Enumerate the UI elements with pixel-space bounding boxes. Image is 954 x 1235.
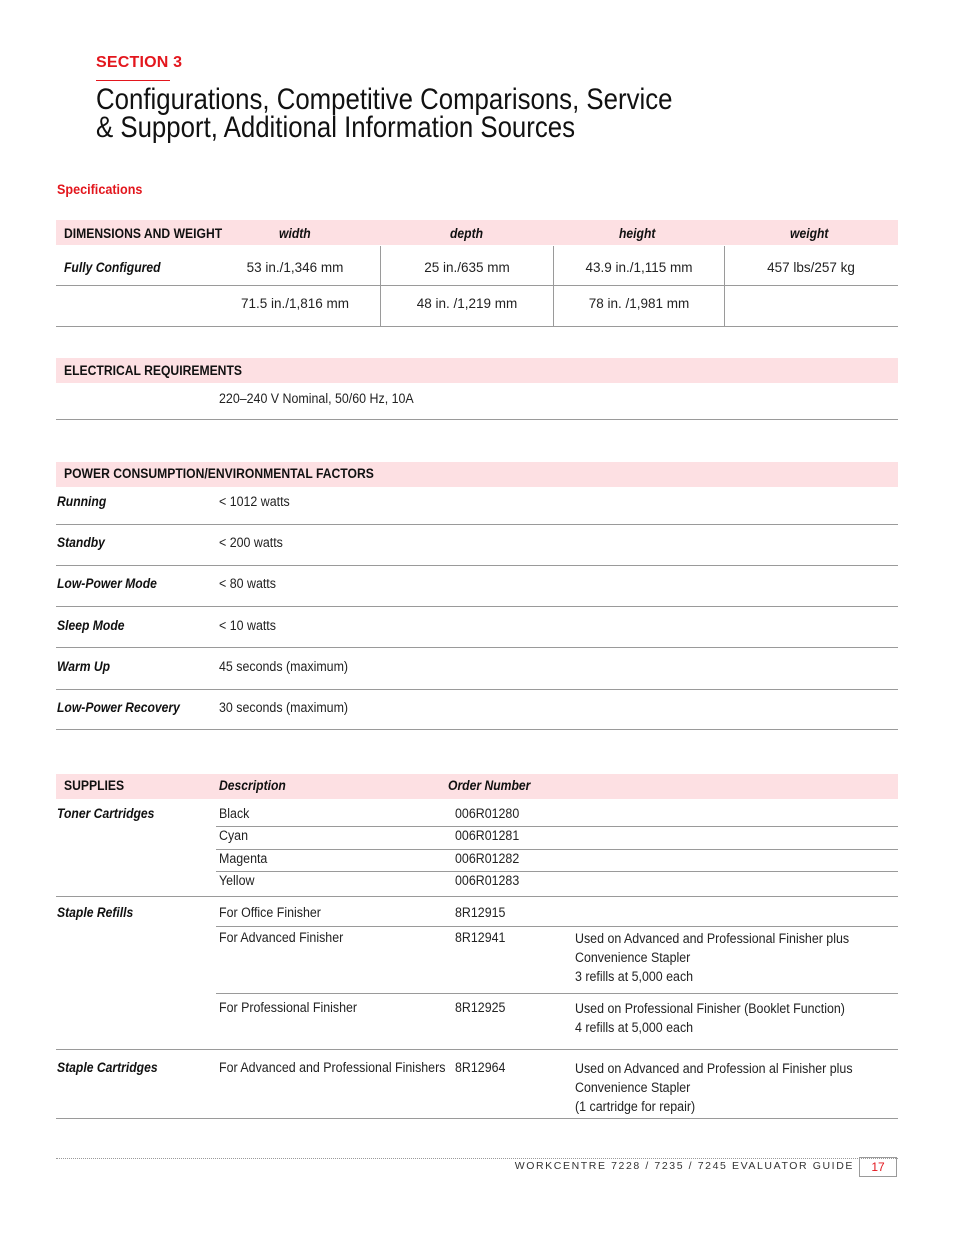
refill-order: 8R12915 bbox=[455, 905, 506, 920]
toner-desc: Magenta bbox=[219, 851, 268, 866]
footer-guide-title: WORKCENTRE 7228 / 7235 / 7245 EVALUATOR GUIDE bbox=[514, 1160, 854, 1172]
cell-depth: 48 in. /1,219 mm bbox=[416, 296, 518, 311]
refill-note bbox=[575, 929, 849, 986]
row-divider bbox=[56, 606, 898, 607]
col-order-number: Order Number bbox=[448, 778, 531, 793]
cell-weight: 457 lbs/257 kg bbox=[767, 260, 855, 275]
row-label-running: Running bbox=[57, 494, 107, 509]
row-divider bbox=[56, 326, 898, 327]
row-label-toner-cartridges: Toner Cartridges bbox=[57, 806, 155, 821]
col-description: Description bbox=[219, 778, 286, 793]
row-divider bbox=[56, 1118, 898, 1119]
row-divider bbox=[56, 565, 898, 566]
cartridge-note bbox=[575, 1059, 853, 1116]
row-label-low-power-mode: Low-Power Mode bbox=[57, 576, 157, 591]
row-divider bbox=[56, 689, 898, 690]
row-divider bbox=[216, 993, 898, 994]
cell-width: 53 in./1,346 mm bbox=[246, 260, 344, 275]
row-label-staple-cartridges: Staple Cartridges bbox=[57, 1060, 158, 1075]
refill-desc: For Office Finisher bbox=[219, 905, 321, 920]
value-sleep-mode: < 10 watts bbox=[219, 618, 276, 633]
refill-note bbox=[575, 999, 845, 1037]
value-warm-up: 45 seconds (maximum) bbox=[219, 659, 349, 674]
col-divider bbox=[724, 246, 725, 326]
note-line: Used on Professional Finisher (Booklet Function) bbox=[575, 1001, 845, 1016]
toner-desc: Black bbox=[219, 806, 250, 821]
electrical-value: 220–240 V Nominal, 50/60 Hz, 10A bbox=[219, 391, 414, 406]
row-divider bbox=[56, 896, 898, 897]
col-height: height bbox=[619, 226, 656, 241]
page-number: 17 bbox=[859, 1157, 897, 1177]
note-line: Used on Advanced and Profession al Finisher plus bbox=[575, 1061, 853, 1076]
refill-order: 8R12941 bbox=[455, 930, 506, 945]
row-label-standby: Standby bbox=[57, 535, 105, 550]
row-label-sleep-mode: Sleep Mode bbox=[57, 618, 125, 633]
row-label-staple-refills: Staple Refills bbox=[57, 905, 134, 920]
section-label: SECTION 3 bbox=[96, 54, 183, 71]
row-label-fully-configured: Fully Configured bbox=[64, 260, 161, 275]
toner-order: 006R01283 bbox=[455, 873, 520, 888]
section-underline bbox=[96, 80, 170, 81]
row-divider bbox=[56, 647, 898, 648]
value-running: < 1012 watts bbox=[219, 494, 290, 509]
value-low-power-recovery: 30 seconds (maximum) bbox=[219, 700, 349, 715]
supplies-heading: SUPPLIES bbox=[64, 778, 125, 793]
row-divider bbox=[56, 524, 898, 525]
toner-desc: Cyan bbox=[219, 828, 248, 843]
cell-height: 43.9 in./1,115 mm bbox=[585, 260, 693, 275]
toner-order: 006R01280 bbox=[455, 806, 520, 821]
dimensions-heading: DIMENSIONS AND WEIGHT bbox=[64, 226, 223, 241]
row-divider bbox=[56, 285, 898, 286]
refill-desc: For Professional Finisher bbox=[219, 1000, 358, 1015]
note-line: 4 refills at 5,000 each bbox=[575, 1020, 694, 1035]
row-divider bbox=[56, 419, 898, 420]
refill-desc: For Advanced Finisher bbox=[219, 930, 344, 945]
electrical-heading: ELECTRICAL REQUIREMENTS bbox=[64, 363, 242, 378]
toner-order: 006R01282 bbox=[455, 851, 520, 866]
toner-order: 006R01281 bbox=[455, 828, 520, 843]
row-label-warm-up: Warm Up bbox=[57, 659, 111, 674]
note-line: Used on Advanced and Professional Finisher plus bbox=[575, 931, 850, 946]
col-divider bbox=[553, 246, 554, 326]
row-divider bbox=[216, 926, 898, 927]
row-divider bbox=[56, 729, 898, 730]
page-title bbox=[96, 83, 673, 144]
col-weight: weight bbox=[790, 226, 829, 241]
col-width: width bbox=[279, 226, 311, 241]
value-standby: < 200 watts bbox=[219, 535, 283, 550]
row-divider bbox=[216, 849, 898, 850]
col-depth: depth bbox=[450, 226, 484, 241]
cell-depth: 25 in./635 mm bbox=[424, 260, 510, 275]
row-divider bbox=[216, 871, 898, 872]
row-divider bbox=[56, 1049, 898, 1050]
refill-order: 8R12925 bbox=[455, 1000, 506, 1015]
cartridge-desc: For Advanced and Professional Finishers bbox=[219, 1060, 446, 1075]
value-low-power-mode: < 80 watts bbox=[219, 576, 276, 591]
power-heading: POWER CONSUMPTION/ENVIRONMENTAL FACTORS bbox=[64, 466, 374, 481]
note-line: Convenience Stapler bbox=[575, 1080, 691, 1095]
note-line: (1 cartridge for repair) bbox=[575, 1099, 696, 1114]
footer-rule bbox=[56, 1158, 898, 1159]
note-line: 3 refills at 5,000 each bbox=[575, 969, 694, 984]
page-title-line-2: & Support, Additional Information Sources bbox=[96, 111, 576, 144]
cell-width: 71.5 in./1,816 mm bbox=[240, 296, 350, 311]
col-divider bbox=[380, 246, 381, 326]
specifications-label: Specifications bbox=[57, 181, 143, 197]
cartridge-order: 8R12964 bbox=[455, 1060, 506, 1075]
note-line: Convenience Stapler bbox=[575, 950, 691, 965]
cell-height: 78 in. /1,981 mm bbox=[588, 296, 690, 311]
page-title-line-1: Configurations, Competitive Comparisons, Service bbox=[96, 83, 673, 116]
row-divider bbox=[216, 826, 898, 827]
toner-desc: Yellow bbox=[219, 873, 255, 888]
row-label-low-power-recovery: Low-Power Recovery bbox=[57, 700, 180, 715]
